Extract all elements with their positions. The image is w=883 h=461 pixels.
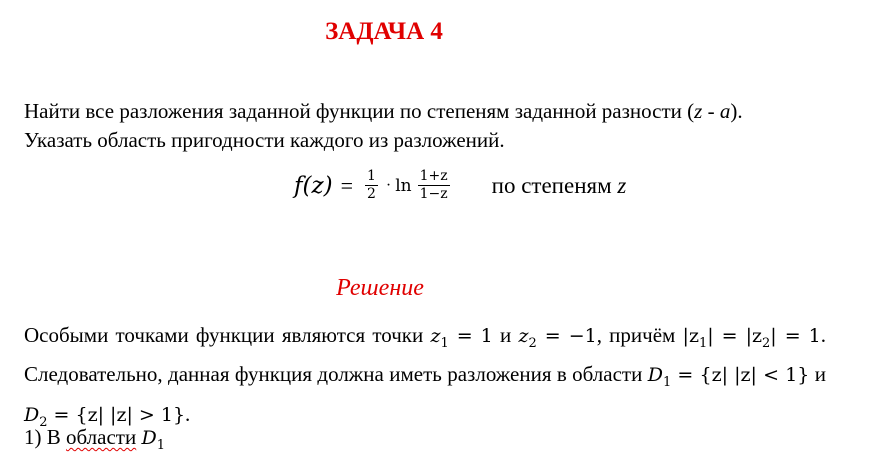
- by-powers-var: z: [617, 172, 627, 198]
- sol-d1-set: = {z| |z| < 1}: [671, 364, 810, 387]
- task-line1-a: Найти все разложения заданной функции по степеням заданной разности (: [24, 99, 695, 123]
- sol-d1-sub: 1: [662, 375, 672, 391]
- log-argument-fraction: [418, 168, 450, 203]
- item-1-word: области: [66, 425, 137, 449]
- task-line1-b: ).: [730, 99, 743, 123]
- task-line2: Указать область пригодности каждого из разложений.: [24, 128, 505, 152]
- solution-paragraph: [24, 320, 826, 438]
- log-denominator: 1−z: [419, 186, 448, 202]
- task-statement: [24, 97, 844, 155]
- item-1-sub: 1: [156, 437, 165, 453]
- sol-z1-val: = 1: [448, 325, 493, 347]
- function-formula: [294, 168, 626, 203]
- log-numerator: 1+z: [419, 168, 448, 184]
- by-powers-label: [492, 173, 627, 199]
- sol-d1: D: [647, 364, 663, 387]
- item-1-d: D: [141, 427, 157, 449]
- sol-abs-2-sub: 2: [762, 335, 771, 351]
- formula-lhs: f(z): [294, 172, 333, 199]
- sol-abs-3: | = 1: [770, 325, 821, 347]
- sol-abs-2: | = |z: [707, 325, 763, 347]
- sol-d2-set: = {z| |z| > 1}: [47, 403, 186, 426]
- task-line1-var: z - a: [694, 99, 731, 123]
- multiplication-dot: ·: [385, 176, 392, 194]
- task-title: ЗАДАЧА 4: [325, 18, 443, 45]
- sol-text-4: . Следовательно, данная функция должна иметь разложения в области: [24, 323, 826, 387]
- ln-operator: ln: [395, 175, 412, 196]
- sol-text-3: , причём: [596, 323, 683, 347]
- coef-numerator: 1: [367, 168, 376, 184]
- coefficient-fraction: [365, 168, 378, 203]
- sol-d2-sub: 2: [39, 414, 48, 430]
- sol-text-2: и: [492, 323, 519, 347]
- sol-text-5: и: [809, 362, 827, 387]
- item-1: [24, 425, 165, 453]
- solution-heading: Решение: [336, 275, 424, 301]
- sol-text-1: Особыми точками функции являются точки: [24, 323, 431, 347]
- sol-z2-sub: 2: [528, 335, 537, 351]
- sol-z2: z: [518, 325, 529, 347]
- sol-z2-val: = −1: [536, 325, 597, 347]
- by-powers-text: по степеням: [491, 172, 612, 198]
- sol-abs-1: |z: [682, 325, 699, 347]
- sol-z1: z: [430, 325, 441, 347]
- item-1-prefix: 1) В: [24, 425, 66, 449]
- sol-z1-sub: 1: [440, 335, 449, 351]
- coef-denominator: 2: [367, 186, 376, 202]
- sol-text-6: .: [185, 401, 191, 426]
- formula-equals: =: [340, 172, 353, 198]
- sol-d2: D: [24, 403, 40, 426]
- sol-abs-1-sub: 1: [698, 335, 708, 351]
